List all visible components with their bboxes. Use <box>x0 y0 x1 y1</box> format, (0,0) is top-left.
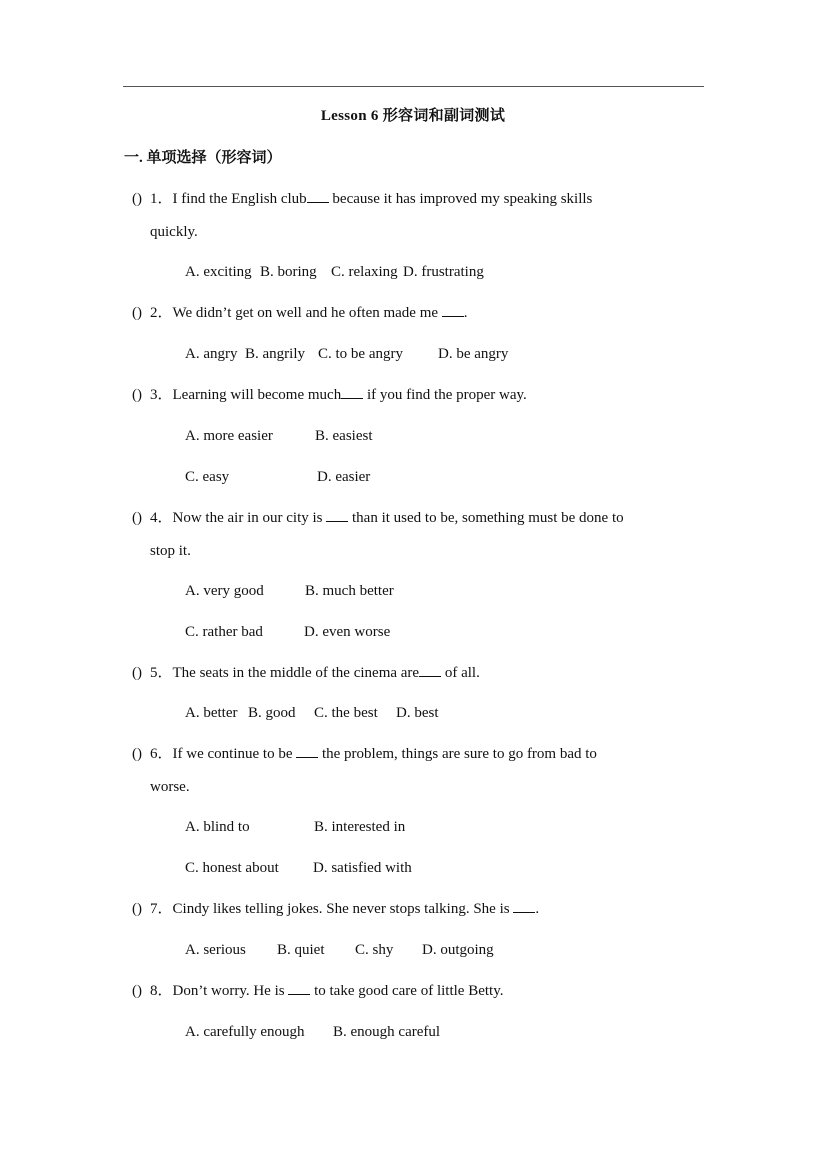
question-text: Learning will become much <box>172 387 342 403</box>
answer-option[interactable]: D. satisfied with <box>313 860 412 876</box>
question-number: 6． <box>150 746 173 762</box>
answer-parentheses[interactable]: () <box>132 901 142 917</box>
fill-in-blank <box>513 899 535 913</box>
question-text: Don’t worry. He is <box>172 983 289 999</box>
question-number: 2． <box>150 305 173 321</box>
question-2 <box>132 303 468 323</box>
answer-option[interactable]: C. shy <box>355 942 394 958</box>
fill-in-blank <box>296 744 318 758</box>
answer-option[interactable]: D. frustrating <box>403 264 484 280</box>
question-1 <box>132 189 592 209</box>
answer-option[interactable]: D. outgoing <box>422 942 494 958</box>
question-continuation: worse. <box>150 779 190 795</box>
answer-option[interactable]: B. easiest <box>315 428 373 444</box>
question-number: 5． <box>150 665 173 681</box>
fill-in-blank <box>326 508 348 522</box>
question-6 <box>132 744 597 764</box>
answer-option[interactable]: C. relaxing <box>331 264 398 280</box>
question-text: If we continue to be <box>172 746 297 762</box>
answer-option[interactable]: B. quiet <box>277 942 325 958</box>
question-text: The seats in the middle of the cinema are <box>172 665 420 681</box>
question-number: 1． <box>150 191 173 207</box>
section-heading: 一. 单项选择（形容词） <box>124 150 282 166</box>
answer-option[interactable]: B. good <box>248 705 296 721</box>
question-text: if you find the proper way. <box>363 387 527 403</box>
question-text: to take good care of little Betty. <box>310 983 504 999</box>
answer-parentheses[interactable]: () <box>132 510 142 526</box>
answer-option[interactable]: A. carefully enough <box>185 1024 305 1040</box>
page-title: Lesson 6 形容词和副词测试 <box>320 108 506 124</box>
question-text: I find the English club <box>172 191 307 207</box>
question-continuation: stop it. <box>150 543 191 559</box>
header-rule <box>123 86 704 87</box>
answer-option[interactable]: C. easy <box>185 469 230 485</box>
question-4 <box>132 508 624 528</box>
answer-option[interactable]: A. exciting <box>185 264 252 280</box>
fill-in-blank <box>341 385 363 399</box>
answer-parentheses[interactable]: () <box>132 191 142 207</box>
answer-option[interactable]: B. interested in <box>314 819 406 835</box>
question-number: 7． <box>150 901 173 917</box>
question-text: . <box>535 901 540 917</box>
question-number: 4． <box>150 510 173 526</box>
question-continuation: quickly. <box>150 224 198 240</box>
answer-option[interactable]: A. better <box>185 705 238 721</box>
answer-option[interactable]: C. rather bad <box>185 624 263 640</box>
answer-parentheses[interactable]: () <box>132 746 142 762</box>
question-3 <box>132 385 527 405</box>
question-text: . <box>463 305 468 321</box>
answer-option[interactable]: A. more easier <box>185 428 273 444</box>
fill-in-blank <box>307 189 329 203</box>
answer-option[interactable]: B. angrily <box>245 346 305 362</box>
answer-parentheses[interactable]: () <box>132 665 142 681</box>
answer-option[interactable]: A. blind to <box>185 819 250 835</box>
fill-in-blank <box>419 663 441 677</box>
question-7 <box>132 899 539 919</box>
answer-option[interactable]: A. angry <box>185 346 238 362</box>
answer-option[interactable]: D. even worse <box>304 624 391 640</box>
answer-option[interactable]: D. be angry <box>438 346 509 362</box>
question-5 <box>132 663 480 683</box>
answer-option[interactable]: B. enough careful <box>333 1024 441 1040</box>
answer-parentheses[interactable]: () <box>132 983 142 999</box>
answer-option[interactable]: C. honest about <box>185 860 279 876</box>
answer-option[interactable]: C. the best <box>314 705 378 721</box>
question-text: Now the air in our city is <box>172 510 327 526</box>
question-text: Cindy likes telling jokes. She never stops talking. She is <box>172 901 514 917</box>
answer-option[interactable]: D. best <box>396 705 439 721</box>
answer-option[interactable]: B. much better <box>305 583 394 599</box>
question-text: because it has improved my speaking skills <box>328 191 593 207</box>
fill-in-blank <box>442 303 464 317</box>
question-text: than it used to be, something must be done to <box>348 510 624 526</box>
answer-option[interactable]: A. serious <box>185 942 246 958</box>
fill-in-blank <box>288 981 310 995</box>
question-number: 3． <box>150 387 173 403</box>
answer-option[interactable]: C. to be angry <box>318 346 403 362</box>
question-text: of all. <box>441 665 480 681</box>
answer-option[interactable]: B. boring <box>260 264 317 280</box>
question-number: 8． <box>150 983 173 999</box>
question-text: the problem, things are sure to go from bad to <box>318 746 597 762</box>
answer-option[interactable]: A. very good <box>185 583 264 599</box>
answer-option[interactable]: D. easier <box>317 469 371 485</box>
answer-parentheses[interactable]: () <box>132 387 142 403</box>
question-text: We didn’t get on well and he often made me <box>172 305 442 321</box>
question-8 <box>132 981 503 1001</box>
answer-parentheses[interactable]: () <box>132 305 142 321</box>
